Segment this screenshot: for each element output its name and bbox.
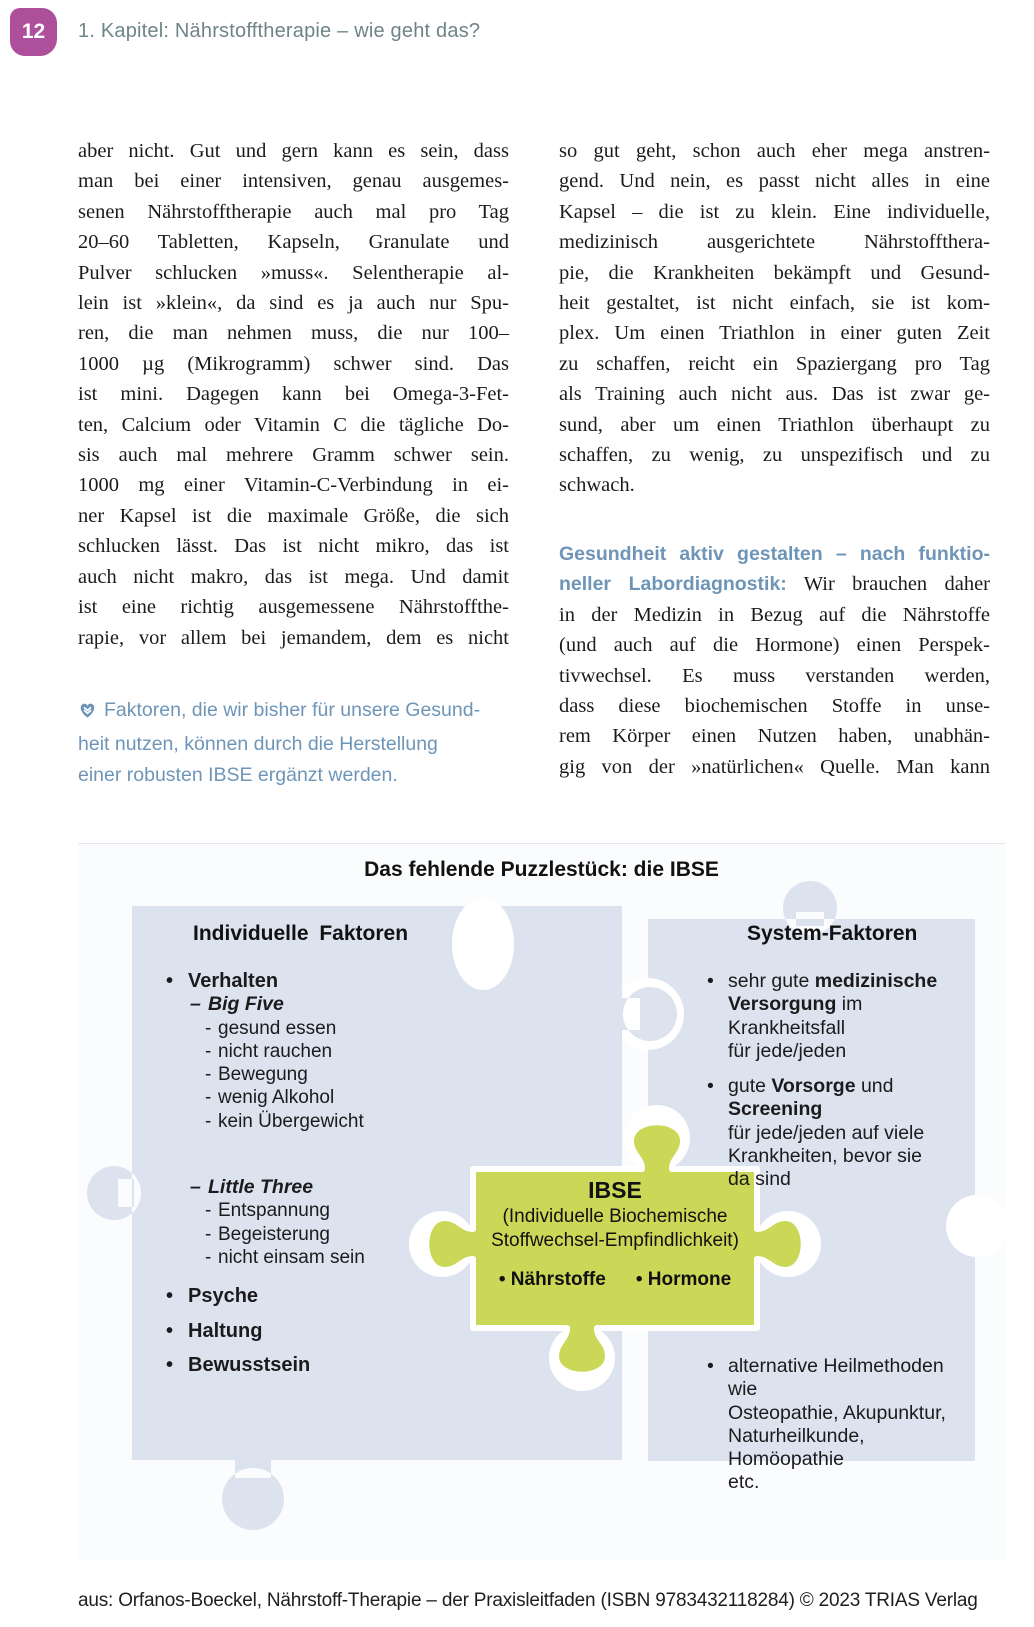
text-line: schaffen, zu wenig, zu unspezifisch und zu xyxy=(559,444,990,467)
tip-text: einer robusten IBSE ergänzt werden. xyxy=(78,763,398,786)
text-line: als Training auch nicht aus. Das ist zwar ge- xyxy=(559,383,990,406)
bullet-marker: - xyxy=(205,1017,212,1039)
figure-title: Das fehlende Puzzlestück: die IBSE xyxy=(364,858,719,881)
list-item-label: Entspannung xyxy=(218,1200,330,1222)
text-line: dass diese biochemischen Stoffe in unse- xyxy=(559,694,990,717)
list-item xyxy=(158,970,468,993)
list-item-label: Big Five xyxy=(208,993,284,1016)
text-line: 20–60 Tabletten, Kapseln, Granulate und xyxy=(78,231,509,254)
text-columns xyxy=(78,136,990,791)
bullet-marker: - xyxy=(205,1110,212,1132)
text-segment: Versorgung xyxy=(728,993,837,1016)
list-item-label: Bewegung xyxy=(218,1064,308,1086)
text-segment: im Krankheitsfall xyxy=(728,993,863,1039)
bullet-marker: • xyxy=(166,1319,174,1342)
bullet-marker: • xyxy=(166,1353,174,1376)
list-item xyxy=(158,1354,468,1377)
tip-text: heit nutzen, können durch die Herstellung xyxy=(78,732,438,755)
right-text-column xyxy=(559,136,990,791)
text-line: aber nicht. Gut und gern kann es sein, dass xyxy=(78,140,509,162)
list-item xyxy=(158,1285,468,1308)
text-line: zu schaffen, reicht ein Spaziergang pro Tag xyxy=(559,352,990,375)
text-line: 1000 mg einer Vitamin-C-Verbindung in ei- xyxy=(78,474,509,497)
ibse-tags xyxy=(473,1269,757,1291)
tip-line xyxy=(78,760,509,791)
text-segment: Gesundheit aktiv gestalten – nach funktio- xyxy=(559,542,990,565)
ibse-tag: • Nährstoffe xyxy=(498,1269,606,1290)
bullet-marker: – xyxy=(190,993,201,1016)
left-text-column xyxy=(78,136,509,791)
bullet-marker: • xyxy=(707,1075,714,1098)
text-line: (und auch auf die Hormone) einen Perspek- xyxy=(559,634,990,657)
text-line: für jede/jeden xyxy=(728,1039,847,1062)
left-panel-heading: Individuelle Faktoren xyxy=(193,922,409,945)
text-segment: Screening xyxy=(728,1098,823,1121)
text-line: Pulver schlucken »muss«. Selentherapie al- xyxy=(78,261,509,284)
text-line: ner Kapsel ist die maximale Größe, die sich xyxy=(78,504,509,527)
list-item xyxy=(158,1110,468,1133)
ibse-subtitle-line: (Individuelle Biochemische xyxy=(502,1206,728,1227)
bullet-item xyxy=(707,1355,977,1495)
text-segment: medizinische xyxy=(814,970,938,992)
list-item-label: kein Übergewicht xyxy=(218,1110,364,1132)
text-line: Osteopathie, Akupunktur, xyxy=(728,1401,946,1424)
text-segment: Vorsorge xyxy=(771,1075,856,1098)
text-line: schlucken lässt. Das ist nicht mikro, das ist xyxy=(78,535,509,558)
bullet-marker: • xyxy=(707,1355,714,1377)
text-line: heit gestaltet, ist nicht einfach, sie ist kom- xyxy=(559,292,990,315)
list-item xyxy=(158,1223,468,1246)
text-line: ist eine richtig ausgemessene Nährstoffthe- xyxy=(78,596,509,619)
list-item-label: Verhalten xyxy=(188,970,279,992)
tip-text: Faktoren, die wir bisher für unsere Gesund- xyxy=(104,698,481,721)
list-item-label: Little Three xyxy=(208,1176,314,1199)
text-line: sund, aber um einen Triathlon überhaupt zu xyxy=(559,413,990,436)
bullet-marker: • xyxy=(707,970,714,992)
list-item xyxy=(158,1017,468,1040)
list-item-label: nicht einsam sein xyxy=(218,1246,365,1268)
text-line xyxy=(728,1075,977,1122)
text-line: gend. Und nein, es passt nicht alles in eine xyxy=(559,170,990,193)
page-number-badge: 12 xyxy=(10,8,57,56)
bullet-marker: - xyxy=(205,1040,212,1062)
bullet-marker: - xyxy=(205,1087,212,1109)
text-line: ten, Calcium oder Vitamin C die tägliche Do- xyxy=(78,413,509,436)
right-panel-heading: System-Faktoren xyxy=(747,922,918,945)
text-line: in der Medizin in Bezug auf die Nährstoffe xyxy=(559,603,990,626)
text-line xyxy=(728,970,977,993)
list-item-label: Haltung xyxy=(188,1319,263,1342)
bullet-marker: – xyxy=(190,1176,201,1199)
bullet-marker: - xyxy=(205,1223,212,1245)
chapter-title: 1. Kapitel: Nährstofftherapie – wie geht das? xyxy=(78,20,481,42)
list-item xyxy=(158,1246,468,1269)
ibse-tag: • Hormone xyxy=(635,1269,732,1290)
text-line: schwach. xyxy=(559,474,635,497)
ibse-figure xyxy=(78,843,1005,1561)
text-line: sis auch mal mehrere Gramm schwer sein. xyxy=(78,444,509,467)
text-line: pie, die Krankheiten bekämpft und Gesund- xyxy=(559,261,990,284)
text-line xyxy=(559,569,990,599)
list-item-label: nicht rauchen xyxy=(218,1040,333,1062)
bullet-marker: - xyxy=(205,1064,212,1086)
text-line: Krankheiten, bevor sie xyxy=(728,1145,923,1168)
list-item-label: Bewusstsein xyxy=(188,1353,311,1376)
list-item xyxy=(158,993,468,1016)
list-item xyxy=(158,1040,468,1063)
text-segment: und xyxy=(855,1075,894,1098)
text-segment: gute xyxy=(728,1075,772,1098)
bullet-marker: • xyxy=(166,1285,174,1308)
list-item-label: gesund essen xyxy=(218,1017,337,1039)
list-item xyxy=(158,1199,468,1222)
list-item-label: wenig Alkohol xyxy=(218,1087,335,1109)
tip-block xyxy=(78,695,509,791)
text-line: alternative Heilmethoden wie xyxy=(728,1355,944,1401)
left-panel-list xyxy=(158,970,468,1377)
text-segment: neller Labordiagnostik: xyxy=(559,573,787,596)
text-line: etc. xyxy=(728,1471,760,1494)
bullet-marker: • xyxy=(166,970,174,992)
text-line: man bei einer intensiven, genau ausgemes- xyxy=(78,170,509,193)
text-line: rem Körper einen Nutzen haben, unabhän- xyxy=(559,725,990,748)
text-line: für jede/jeden auf viele xyxy=(728,1121,925,1144)
heart-chevron-icon xyxy=(78,698,97,729)
list-item-label: Psyche xyxy=(188,1285,259,1308)
text-line: lein ist »klein«, da sind es ja auch nur Spu- xyxy=(78,292,509,315)
text-line: senen Nährstofftherapie auch mal pro Tag xyxy=(78,200,509,223)
tip-line xyxy=(78,729,509,760)
text-line: da sind xyxy=(728,1168,791,1191)
copyright-footer: aus: Orfanos-Boeckel, Nährstoff-Therapie – der Praxisleitfaden (ISBN 9783432118284) © 2023 TRIAS Verlag xyxy=(78,1590,978,1611)
text-segment: Wir brauchen daher xyxy=(786,573,991,596)
list-item-label: Begeisterung xyxy=(218,1223,330,1245)
list-item xyxy=(158,1320,468,1343)
ibse-piece-label xyxy=(473,1169,757,1291)
right-column-paragraph-1 xyxy=(559,136,990,501)
text-line: so gut geht, schon auch eher mega anstren- xyxy=(559,140,990,162)
right-column-paragraph-2 xyxy=(559,539,990,782)
text-line xyxy=(728,993,977,1040)
text-line: auch nicht makro, das ist mega. Und damit xyxy=(78,565,509,588)
text-line: 1000 µg (Mikrogramm) schwer sind. Das xyxy=(78,352,509,375)
text-line: Kapsel – die ist zu klein. Eine individuelle, xyxy=(559,200,990,223)
text-line: gig von der »natürlichen« Quelle. Man kann xyxy=(559,755,990,778)
text-line: plex. Um einen Triathlon in einer guten Zeit xyxy=(559,322,990,345)
bullet-marker: - xyxy=(205,1200,212,1222)
text-line: Naturheilkunde, Homöopathie xyxy=(728,1424,865,1471)
text-segment: sehr gute xyxy=(728,970,815,992)
text-line: medizinisch ausgerichtete Nährstoffthera- xyxy=(559,231,990,254)
text-line: ist mini. Dagegen kann bei Omega-3-Fet- xyxy=(78,383,509,406)
text-line: rapie, vor allem bei jemandem, dem es nicht xyxy=(78,626,509,649)
ibse-subtitle-line: Stoffwechsel-Empfindlichkeit) xyxy=(491,1230,739,1251)
right-panel-list-bottom xyxy=(707,1355,977,1507)
text-line: tivwechsel. Es muss verstanden werden, xyxy=(559,664,990,687)
list-item xyxy=(158,1176,468,1199)
left-column-paragraph xyxy=(78,136,509,653)
text-line: ren, die man nehmen muss, die nur 100– xyxy=(78,322,509,345)
tip-line xyxy=(78,695,509,729)
bullet-marker: - xyxy=(205,1246,212,1268)
ibse-title: IBSE xyxy=(588,1177,642,1203)
text-line xyxy=(559,539,990,569)
list-item xyxy=(158,1086,468,1109)
list-item xyxy=(158,1063,468,1086)
bullet-item xyxy=(707,970,977,1063)
